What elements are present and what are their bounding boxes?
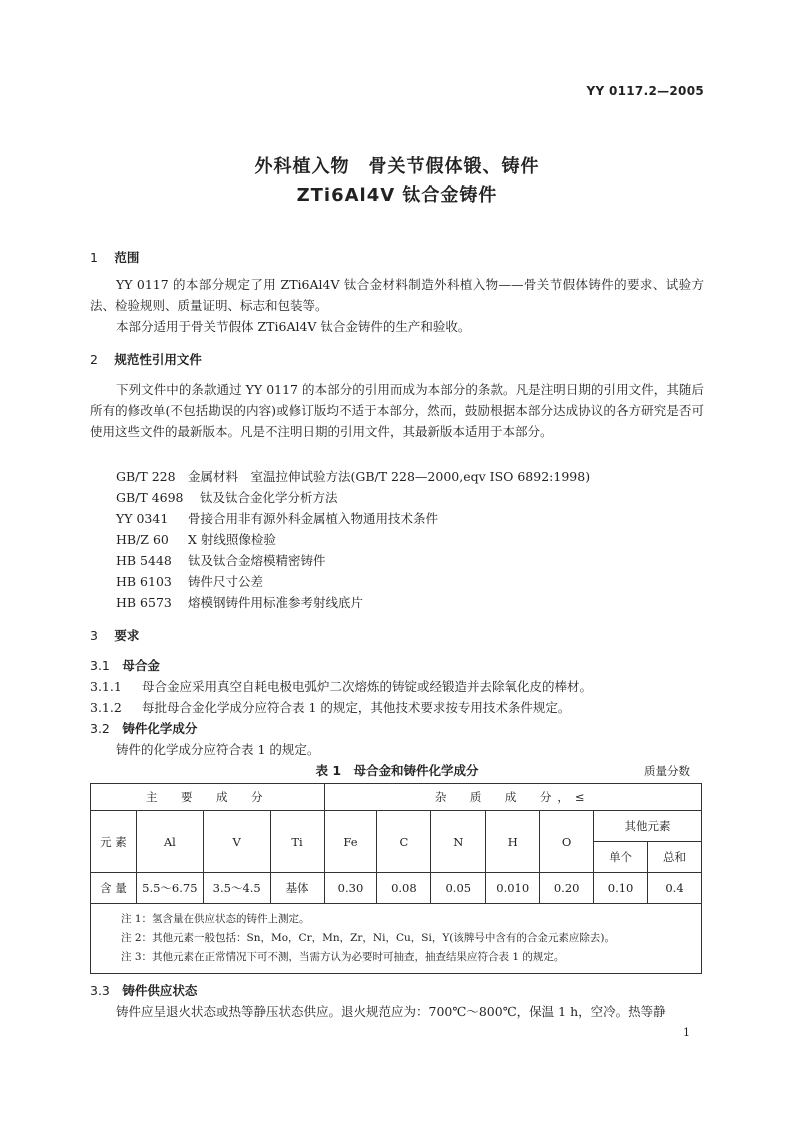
table-header-row (91, 784, 702, 811)
value-o: 0.20 (540, 873, 594, 904)
clause-3-1-2 (90, 698, 710, 716)
clause-text: 每批母合金化学成分应符合表 1 的规定，其他技术要求按专用技术条件规定。 (141, 700, 571, 715)
table-unit: 质量分数 (644, 764, 690, 778)
value-v: 3.5～4.5 (203, 873, 270, 904)
reference-code: HB 6103 (116, 574, 172, 589)
standard-number: YY 0117.2—2005 (586, 84, 704, 98)
reference-item (116, 488, 338, 506)
section-3-3-paragraph: 铸件应呈退火状态或热等静压状态供应。退火规范应为：700℃～800℃，保温 1 h，空冷。热等静 (116, 1004, 666, 1019)
reference-code: YY 0341 (116, 511, 169, 526)
impurity-components-header: 杂 质 成 分，≤ (324, 784, 702, 811)
section-3-2-heading (90, 719, 197, 737)
reference-title: 骨接合用非有源外科金属植入物通用技术条件 (187, 511, 438, 526)
section-number: 2 (90, 352, 98, 367)
section-number: 1 (90, 250, 98, 265)
table-caption: 表 1 母合金和铸件化学成分 (315, 763, 479, 778)
other-total-header: 总和 (648, 842, 702, 873)
reference-item (116, 593, 363, 611)
section-title: 要求 (114, 628, 140, 643)
content-row-label: 含 量 (91, 873, 137, 904)
section-3-2-paragraph: 铸件的化学成分应符合表 1 的规定。 (116, 742, 320, 757)
reference-code: GB/T 228 (116, 469, 176, 484)
value-c: 0.08 (377, 873, 431, 904)
clause-number: 3.1.1 (90, 679, 122, 694)
element-row-label: 元 素 (91, 811, 137, 873)
section-title: 铸件化学成分 (122, 721, 198, 736)
reference-title: 钛及钛合金化学分析方法 (199, 490, 338, 505)
section-title: 范围 (114, 250, 140, 265)
section-1-paragraph-2: 本部分适用于骨关节假体 ZTi6Al4V 钛合金铸件的生产和验收。 (116, 319, 471, 334)
reference-title: 熔模钢铸件用标准参考射线底片 (187, 595, 363, 610)
section-3-3-heading (90, 981, 197, 999)
section-2-paragraph: 下列文件中的条款通过 YY 0117 的本部分的引用而成为本部分的条款。凡是注明日期的引用文件，其随后所有的修改单(不包括勘误的内容)或修订版均不适于本部分，然而，鼓励根据本部分达成协议的各方研究是否可使用这些文件的最新版本。凡是不注明日期的引用文件，其最新版本适用于本部分。 (90, 382, 704, 439)
reference-item (116, 572, 263, 590)
document-title-line2: ZTi6Al4V 钛合金铸件 (296, 185, 498, 206)
element-h: H (486, 811, 540, 873)
section-1-paragraph-1: YY 0117 的本部分规定了用 ZTi6Al4V 钛合金材料制造外科植入物——骨关节假体铸件的要求、试验方法、检验规则、质量证明、标志和包装等。 (90, 277, 704, 313)
section-title: 规范性引用文件 (114, 352, 202, 367)
reference-code: GB/T 4698 (116, 490, 184, 505)
section-1-heading (90, 248, 139, 266)
section-title: 母合金 (122, 658, 160, 673)
table-notes (91, 904, 702, 974)
table-note-3: 注 3：其他元素在正常情况下可不测，当需方认为必要时可抽查，抽查结果应符合表 1 的规定。 (121, 951, 565, 963)
table-note-1: 注 1：氢含量在供应状态的铸件上测定。 (121, 913, 310, 925)
reference-item (116, 509, 438, 527)
section-number: 3 (90, 628, 98, 643)
reference-item (116, 530, 276, 548)
value-other-single: 0.10 (594, 873, 648, 904)
chemical-composition-table (90, 783, 702, 974)
reference-title: 金属材料 室温拉伸试验方法(GB/T 228—2000,eqv ISO 6892:1998) (187, 469, 591, 484)
reference-code: HB 6573 (116, 595, 172, 610)
table-note-2: 注 2：其他元素一般包括：Sn，Mo，Cr，Mn，Zr，Ni，Cu，Si，Y(该牌号中含有的合金元素应除去)。 (121, 932, 615, 944)
element-o: O (540, 811, 594, 873)
reference-item (116, 551, 326, 569)
element-ti: Ti (270, 811, 324, 873)
value-fe: 0.30 (324, 873, 377, 904)
element-fe: Fe (324, 811, 377, 873)
other-single-header: 单个 (594, 842, 648, 873)
other-elements-header: 其他元素 (594, 811, 702, 842)
document-title-line1: 外科植入物 骨关节假体锻、铸件 (254, 156, 540, 177)
page-number: 1 (683, 1026, 690, 1039)
reference-title: 钛及钛合金熔模精密铸件 (187, 553, 326, 568)
element-v: V (203, 811, 270, 873)
section-3-heading (90, 626, 139, 644)
section-number: 3.3 (90, 983, 110, 998)
element-al: Al (136, 811, 203, 873)
value-n: 0.05 (431, 873, 486, 904)
table-content-row (91, 873, 702, 904)
element-c: C (377, 811, 431, 873)
main-components-header: 主 要 成 分 (91, 784, 325, 811)
section-number: 3.2 (90, 721, 110, 736)
clause-number: 3.1.2 (90, 700, 122, 715)
table-notes-row (91, 904, 702, 974)
section-3-1-heading (90, 656, 160, 674)
section-title: 铸件供应状态 (122, 983, 198, 998)
reference-title: X 射线照像检验 (187, 532, 276, 547)
reference-item (116, 467, 590, 485)
reference-code: HB/Z 60 (116, 532, 169, 547)
element-n: N (431, 811, 486, 873)
section-number: 3.1 (90, 658, 110, 673)
value-h: 0.010 (486, 873, 540, 904)
clause-text: 母合金应采用真空自耗电极电弧炉二次熔炼的铸锭或经锻造并去除氧化皮的棒材。 (141, 679, 592, 694)
value-other-total: 0.4 (648, 873, 702, 904)
value-ti: 基体 (270, 873, 324, 904)
value-al: 5.5～6.75 (136, 873, 203, 904)
clause-3-1-1 (90, 677, 710, 695)
table-element-row (91, 811, 702, 842)
reference-title: 铸件尺寸公差 (187, 574, 263, 589)
reference-code: HB 5448 (116, 553, 172, 568)
section-2-heading (90, 350, 202, 368)
